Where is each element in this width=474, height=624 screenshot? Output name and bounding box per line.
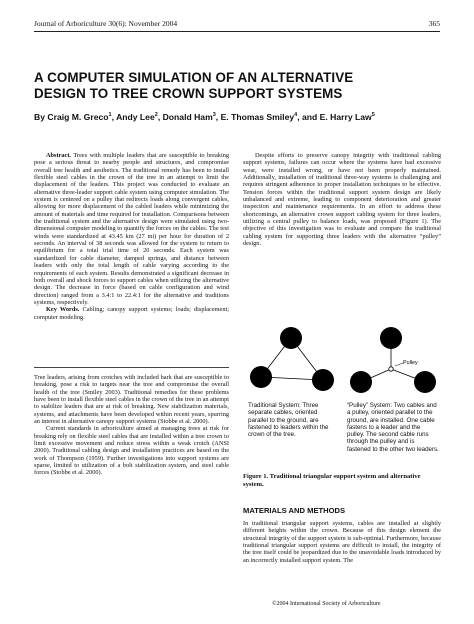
trad-leader-top <box>280 327 302 349</box>
abstract-label: Abstract. <box>46 152 72 159</box>
author-3: Donald Ham <box>162 112 213 122</box>
title-line-1: A COMPUTER SIMULATION OF AN ALTERNATIVE <box>34 70 354 85</box>
figure-1-title: Figure 1. Traditional triangular support system and alternative system. <box>243 473 421 488</box>
abstract-rule <box>34 367 229 368</box>
right-paragraph-1: Despite efforts to preserve canopy integrity with traditional cabling support systems, failures can occur where the systems have had excessive wear, were installed wrong, or have not been properly maintained. Additionally, installation of traditional three-way systems is challenging and requires stringent adherence to proper installation techniques to be effective. Tension forces within the traditional support system design are likely unbalanced and extreme, leading to component deterioration and greater inspection and maintenance requirements. In an effort to address these shortcomings, an alternative crown support cabling system for three leaders, utilizing a central pulley to balance loads, was proposed (Figure 1). The objective of this investigation was to evaluate and compare the traditional cabling system for supporting three leaders with the alternative “pulley” design. <box>243 152 441 248</box>
author-4-affil: 4 <box>294 112 298 119</box>
author-and: and <box>301 112 318 122</box>
caption-traditional: Traditional System: Three separate cables, oriented parallel to the ground, are fastened to leaders within the crown of the tree. <box>248 402 329 439</box>
author-5-affil: 5 <box>371 112 375 119</box>
pulley-leader-top <box>380 327 402 349</box>
author-4: E. Thomas Smiley <box>220 112 295 122</box>
abstract-text: Trees with multiple leaders that are susceptible to breaking pose a serious threat to nearby people and structures, and compromise overall tree health and aesthetics. The traditional remedy has been to install flexible steel cables in the crown of the tree in an attempt to limit the displacement of the leaders. This project was conducted to evaluate an alternative three-leader support cable system using computer simulation. The system is centered on a pulley that redirects loads along convergent cables, allowing for more displacement of the cabled leaders while minimizing the amount of materials and time required for installation. Comparisons between the traditional system and the alternative design were simulated using two-dimensional computer modeling to quantify the forces on the cables. The test winds were standardized at 43.45 km (27 mi) per hour for duration of 2 seconds. An interval of 38 seconds was allowed for the system to return to equilibrium for a total trial time of 20 seconds. Each system was standardized for cable diameter, damped springs, and distance between leaders with only the total length of cable varying according to the requirements of each system. Results demonstrated a significant decrease in both overall and shock forces to support cables when utilizing the alternative design. The decrease in force (based on cable configuration and wind direction) ranged from a 3.4:1 to 22.4:1 for the alternative and traditions systems, respectively. <box>34 152 230 306</box>
author-3-affil: 3 <box>212 112 216 119</box>
keywords-text: Cabling; canopy support systems; loads; displacement; computer modeling. <box>34 306 229 321</box>
keywords <box>34 306 229 321</box>
author-by: By <box>34 112 45 122</box>
figure-1 <box>243 322 441 472</box>
pulley-system-diagram <box>350 327 436 393</box>
trad-leader-right <box>312 369 334 391</box>
intro-paragraph-2: Current standards in arboriculture aimed at managing trees at risk for breaking rely on flexible steel cables that are installed within a tree crown to limit excessive movement and reduce stress within a weak crotch (ANSI 2000). Traditional cabling design and installation practices are based on the work of Thompson (1959). Further investigations into support systems are sparse, limited to utilization of a bolt stabilization system, and steel cable forces (Stobbe et al. 2000). <box>34 425 229 477</box>
running-header <box>34 19 440 28</box>
page-number: 365 <box>428 19 440 28</box>
header-rule <box>34 31 440 32</box>
methods-column <box>243 520 441 564</box>
author-line: By Craig M. Greco$^1$, Andy Lee$^2$, Donald Ham$^3$, E. Thomas Smiley$^4$, and E. Harry Law$^5$ <box>34 112 375 122</box>
methods-paragraph: In traditional triangular support systems, cables are installed at slightly different heights within the crown. Because of this design element the structural integrity of the support system is sub-optimal. Furthermore, because traditional triangular support systems are difficult to install, the integrity of the tree itself could be jeopardized due to the unavoidable loads introduced by an incorrectly installed support system. The <box>243 520 441 564</box>
keywords-label: Key Words. <box>46 306 80 314</box>
pulley-pointer <box>395 363 403 366</box>
traditional-system-diagram <box>250 327 334 391</box>
author-5: E. Harry Law <box>319 112 372 122</box>
right-column <box>243 152 441 247</box>
copyright-footer: ©2004 International Society of Arboriculture <box>272 601 381 607</box>
author-1: Craig M. Greco <box>47 112 109 122</box>
pulley-label: Pulley <box>403 360 418 366</box>
author-2-affil: 2 <box>154 112 158 119</box>
title-line-2: DESIGN TO TREE CROWN SUPPORT SYSTEMS <box>34 86 343 101</box>
author-1-affil: 1 <box>108 112 112 119</box>
pulley-icon <box>389 367 393 371</box>
section-heading-methods: MATERIALS AND METHODS <box>243 506 346 515</box>
left-column <box>34 152 229 477</box>
abstract <box>34 152 229 306</box>
pulley-leader-left <box>350 371 372 393</box>
author-2: Andy Lee <box>116 112 155 122</box>
intro-paragraph-1: Tree leaders, arising from crotches with included bark that are susceptible to breaking, pose a risk to targets near the tree and compromise the overall health of the tree (Smiley 2003). Traditional remedies for these problems have been to install flexible steel cables in the crown of the tree in an attempt to stabilize leaders that are at risk of breaking. New stabilization materials, systems, and attachments have been developed within recent years, spurring an interest in alternative canopy support systems (Stobbe et al. 2000). <box>34 373 229 425</box>
journal-citation: Journal of Arboriculture 30(6): November 2004 <box>34 19 178 28</box>
pulley-leader-right <box>414 371 436 393</box>
trad-leader-left <box>250 366 272 388</box>
article-title <box>34 70 444 102</box>
caption-pulley: “Pulley” System: Two cables and a pulley, oriented parallel to the ground, are installed. One cable fastens to a leader and the pulley. The second cable runs through the pulley and is fastened to the other two leaders. <box>347 402 439 453</box>
